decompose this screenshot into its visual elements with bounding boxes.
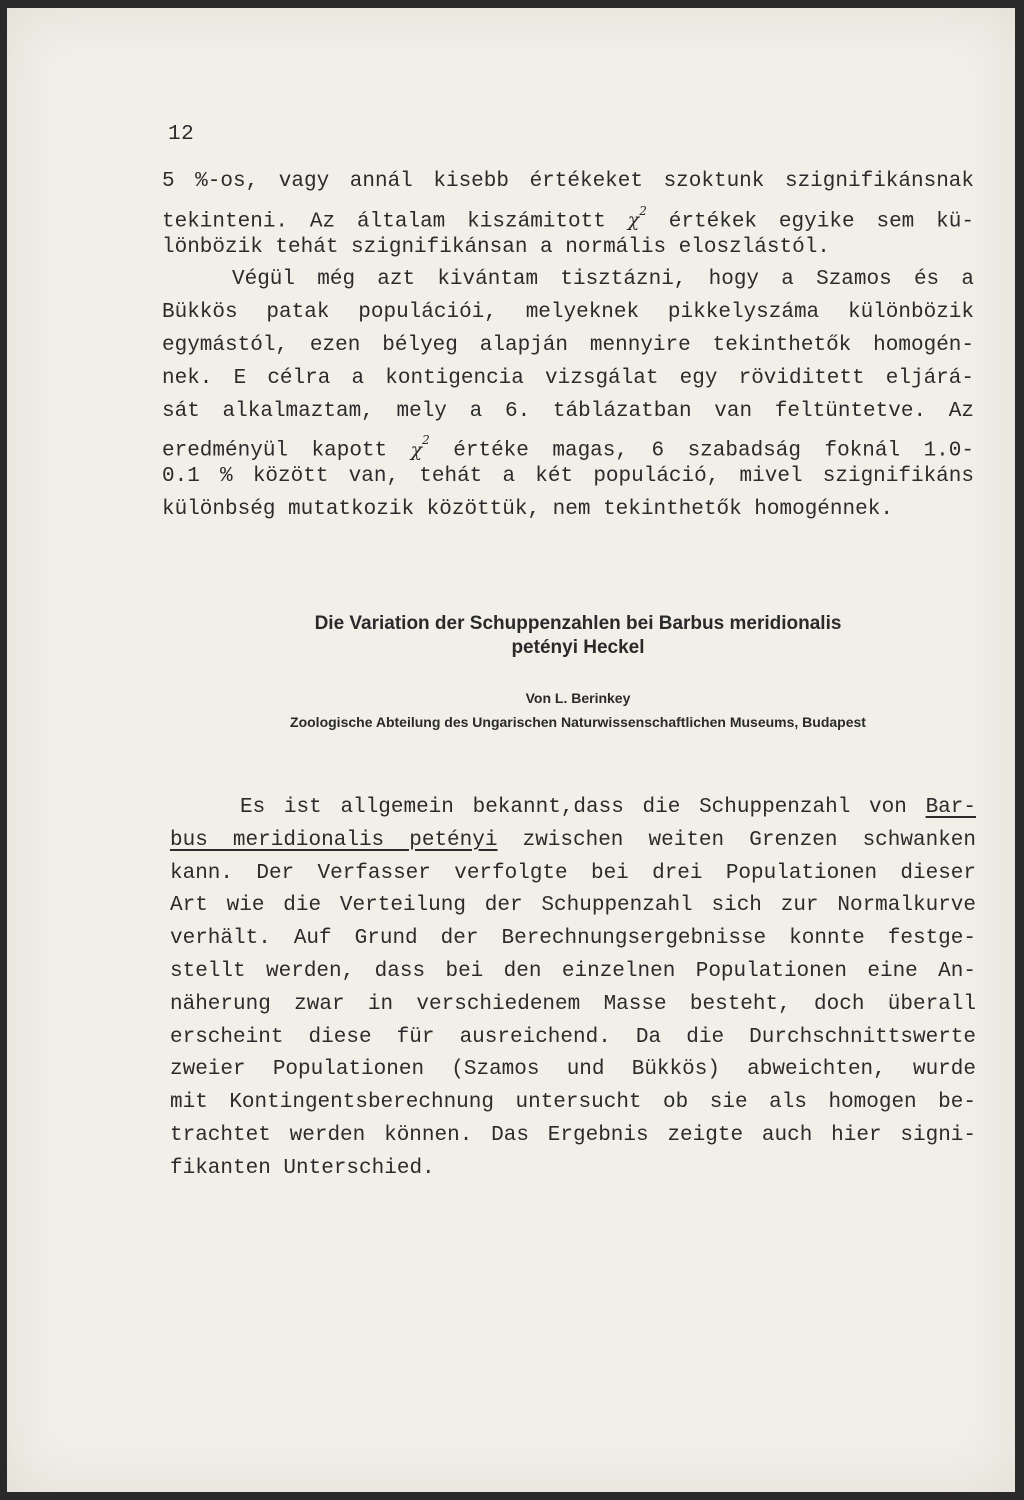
- text-line: [162, 363, 974, 396]
- chi-letter: χ: [627, 209, 640, 232]
- chi-exponent: 2: [422, 433, 430, 448]
- text-line: stellt werden, dass bei den einzelnen Populationen eine An-: [170, 959, 976, 983]
- text-line: fikanten Unterschied.: [170, 1156, 435, 1180]
- hungarian-paragraphs: [162, 166, 974, 527]
- text-line: [162, 166, 974, 199]
- text-run: lönbözik tehát szignifikánsan a normális eloszlástól.: [162, 235, 830, 259]
- text-line: zweier Populationen (Szamos und Bükkös) abweichten, wurde: [170, 1058, 976, 1082]
- text-line: [162, 199, 974, 232]
- chi-letter: χ: [410, 438, 423, 461]
- species-name-underlined: bus meridionalis petényi: [170, 828, 498, 852]
- text-line: [162, 461, 974, 494]
- text-run: különbség mutatkozik közöttük, nem tekinthetők homogénnek.: [162, 497, 893, 521]
- text-run: zwischen weiten Grenzen schwanken: [497, 828, 976, 852]
- text-line: [162, 494, 974, 527]
- text-run: sát alkalmaztam, mely a 6. táblázatban van feltüntetve. Az: [162, 399, 974, 423]
- text-run: 0.1 % között van, tehát a két populáció, mivel szignifikáns: [162, 465, 974, 489]
- text-run: nek. E célra a kontigencia vizsgálat egy röviditett eljárá-: [162, 366, 974, 390]
- text-run: eredményül kapott: [162, 439, 411, 463]
- text-line: Art wie die Verteilung der Schuppenzahl sich zur Normalkurve: [170, 894, 976, 918]
- chi-square-symbol: [627, 203, 647, 232]
- text-run: Bükkös patak populációi, melyeknek pikkelyszáma különbözik: [162, 301, 974, 325]
- abstract-title-line: petényi Heckel: [511, 637, 645, 658]
- text-line: mit Kontingentsberechnung untersucht ob sie als homogen be-: [170, 1091, 976, 1115]
- chi-exponent: 2: [639, 203, 647, 218]
- text-run: Es ist allgemein bekannt,dass die Schuppenzahl von: [240, 796, 926, 819]
- text-run: értéke magas, 6 szabadság foknál 1.0-: [429, 439, 974, 463]
- text-run: tekinteni. Az általam kiszámitott: [162, 210, 628, 234]
- document-page: [7, 8, 1015, 1492]
- german-abstract: [170, 792, 976, 1186]
- text-line: [170, 792, 976, 825]
- abstract-title: [162, 612, 994, 660]
- text-line: kann. Der Verfasser verfolgte bei drei Populationen dieser: [170, 861, 976, 885]
- text-line: trachtet werden können. Das Ergebnis zeigte auch hier signi-: [170, 1123, 976, 1147]
- text-line: [162, 428, 974, 461]
- text-line: [162, 330, 974, 363]
- text-line: [162, 297, 974, 330]
- text-run: 5 %-os, vagy annál kisebb értékeket szoktunk szignifikánsnak: [162, 170, 974, 193]
- abstract-affiliation: Zoologische Abteilung des Ungarischen Naturwissenschaftlichen Museums, Budapest: [290, 714, 866, 730]
- abstract-author: Von L. Berinkey: [525, 690, 631, 706]
- text-line: verhält. Auf Grund der Berechnungsergebnisse konnte festge-: [170, 927, 976, 951]
- species-name-underlined: Bar-: [925, 796, 976, 819]
- text-line: [170, 825, 976, 858]
- chi-square-symbol: [410, 433, 430, 461]
- abstract-title-line: Die Variation der Schuppenzahlen bei Barbus meridionalis: [314, 613, 842, 634]
- text-run: Végül még azt kivántam tisztázni, hogy a Szamos és a: [232, 268, 974, 292]
- text-line: [162, 396, 974, 429]
- text-line: näherung zwar in verschiedenem Masse besteht, doch überall: [170, 992, 976, 1016]
- text-line: [162, 264, 974, 297]
- text-run: értékek egyike sem kü-: [646, 210, 974, 234]
- page-number: 12: [168, 123, 195, 146]
- text-line: [162, 232, 974, 265]
- text-line: erscheint diese für ausreichend. Da die Durchschnittswerte: [170, 1025, 976, 1049]
- text-run: egymástól, ezen bélyeg alapján mennyire tekinthetők homogén-: [162, 333, 974, 357]
